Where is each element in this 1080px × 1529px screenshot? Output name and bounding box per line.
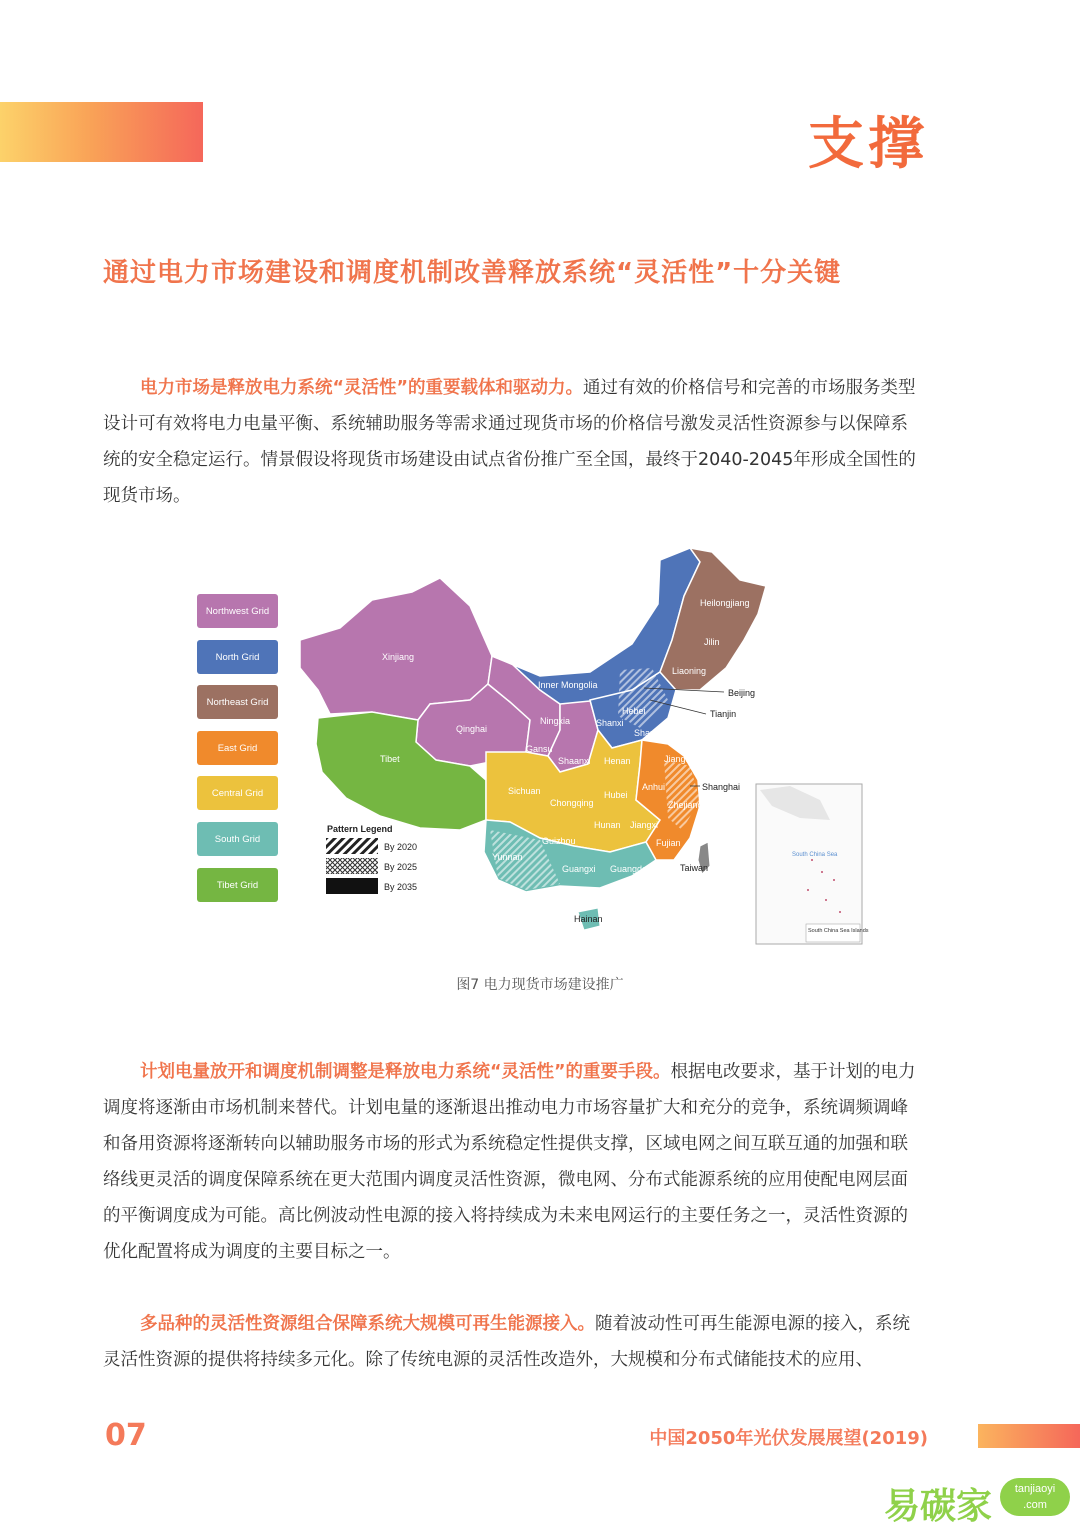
label-qinghai: Qinghai [456,724,488,734]
page-number: 07 [105,1418,147,1453]
legend-north-grid: North Grid [197,640,278,674]
label-jiangsu: Jiangsu [664,754,696,764]
legend-northeast-grid: Northeast Grid [197,685,278,719]
pattern-2025-swatch [326,858,378,874]
footer-title: 中国2050年光伏发展展望(2019) [649,1428,928,1449]
paragraph-3 [103,1306,925,1378]
paragraph-body: 通过有效的价格信号和完善的市场服务类型设计可有效将电力电量平衡、系统辅助服务等需求通过现货市场的价格信号激发灵活性资源参与以保障系统的安全稳定运行。情景假设将现货市场建设由试点省份推广至全国，最终于2040-2045年形成全国性的现货市场。 [103,378,916,506]
label-jiangxi: Jiangxi [630,820,659,830]
label-guangdong: Guangdong [610,864,658,874]
label-tianjin: Tianjin [710,709,737,719]
label-sichuan: Sichuan [508,786,541,796]
label-fujian: Fujian [656,838,681,848]
footer-accent-bar [978,1424,1080,1448]
paragraph-lead: 多品种的灵活性资源组合保障系统大规模可再生能源接入。 [140,1314,595,1334]
pattern-2025-label: By 2025 [384,862,418,872]
figure-caption: 图7 电力现货市场建设推广 [456,977,624,993]
paragraph-body: 根据电改要求，基于计划的电力调度将逐渐由市场机制来替代。计划电量的逐渐退出推动电力市场容量扩大和充分的竞争，系统调频调峰和备用资源将逐渐转向以辅助服务市场的形式为系统稳定性提供支撑，区域电网之间互联互通的加强和联络线更灵活的调度保障系统在更大范围内调度灵活性资源，微电网、分布式能源系统的应用使配电网层面的平衡调度成为可能。高比例波动性电源的接入将持续成为未来电网运行的主要任务之一，灵活性资源的优化配置将成为调度的主要目标之一。 [103,1062,916,1262]
label-shandong: Shandong [634,728,676,738]
label-shanxi: Shanxi [596,718,624,728]
paragraph-2 [103,1054,925,1270]
label-xinjiang: Xinjiang [382,652,415,662]
label-anhui: Anhui [642,782,666,792]
label-inner-mongolia: Inner Mongolia [538,680,598,690]
label-shaanxi: Shaanxi [558,756,591,766]
legend-central-grid: Central Grid [197,776,278,810]
watermark-domain-2: .com [1023,1499,1047,1511]
region-xinjiang [300,578,492,720]
label-ningxia: Ningxia [540,716,571,726]
legend-south-grid: South Grid [197,822,278,856]
pattern-2020-label: By 2020 [384,842,418,852]
label-liaoning: Liaoning [672,666,707,676]
inset-caption: South China Sea Islands [808,928,869,934]
label-gansu: Gansu [526,744,553,754]
label-yunnan: Yunnan [492,852,523,862]
pattern-legend-title: Pattern Legend [327,824,393,834]
watermark-domain-1: tanjiaoyi [1014,1483,1056,1495]
watermark-brand: 易碳家 [883,1486,992,1527]
label-jilin: Jilin [704,637,720,647]
china-grid-map [190,540,870,950]
label-hubei: Hubei [604,790,628,800]
watermark-badge [1000,1478,1070,1516]
label-chongqing: Chongqing [550,798,594,808]
legend-tibet-grid: Tibet Grid [197,868,278,902]
label-heilongjiang: Heilongjiang [700,598,750,608]
legend-east-grid: East Grid [197,731,278,765]
pattern-2035-swatch [326,878,378,894]
inset-sea-label: South China Sea [792,852,838,858]
label-beijing: Beijing [728,688,756,698]
header-accent-bar [0,102,203,162]
label-zhejiang: Zhejiang [668,800,703,810]
label-shanghai: Shanghai [702,782,741,792]
label-hunan: Hunan [594,820,621,830]
pattern-2020-swatch [326,838,378,854]
page-heading: 通过电力市场建设和调度机制改善释放系统“灵活性”十分关键 [103,258,842,288]
label-henan: Henan [604,756,631,766]
label-guizhou: Guizhou [542,836,576,846]
section-title: 支撑 [808,112,928,177]
paragraph-lead: 计划电量放开和调度机制调整是释放电力系统“灵活性”的重要手段。 [140,1062,671,1082]
legend-northwest-grid: Northwest Grid [197,594,278,628]
label-hebei: Hebei [622,706,646,716]
label-tibet: Tibet [380,754,400,764]
label-taiwan: Taiwan [680,863,709,873]
pattern-2035-label: By 2035 [384,882,418,892]
paragraph-body: 随着波动性可再生能源电源的接入，系统灵活性资源的提供将持续多元化。除了传统电源的灵活性改造外，大规模和分布式储能技术的应用、 [103,1314,910,1370]
label-hainan: Hainan [574,914,603,924]
label-guangxi: Guangxi [562,864,596,874]
paragraph-lead: 电力市场是释放电力系统“灵活性”的重要载体和驱动力。 [140,378,584,398]
paragraph-1 [103,370,925,514]
